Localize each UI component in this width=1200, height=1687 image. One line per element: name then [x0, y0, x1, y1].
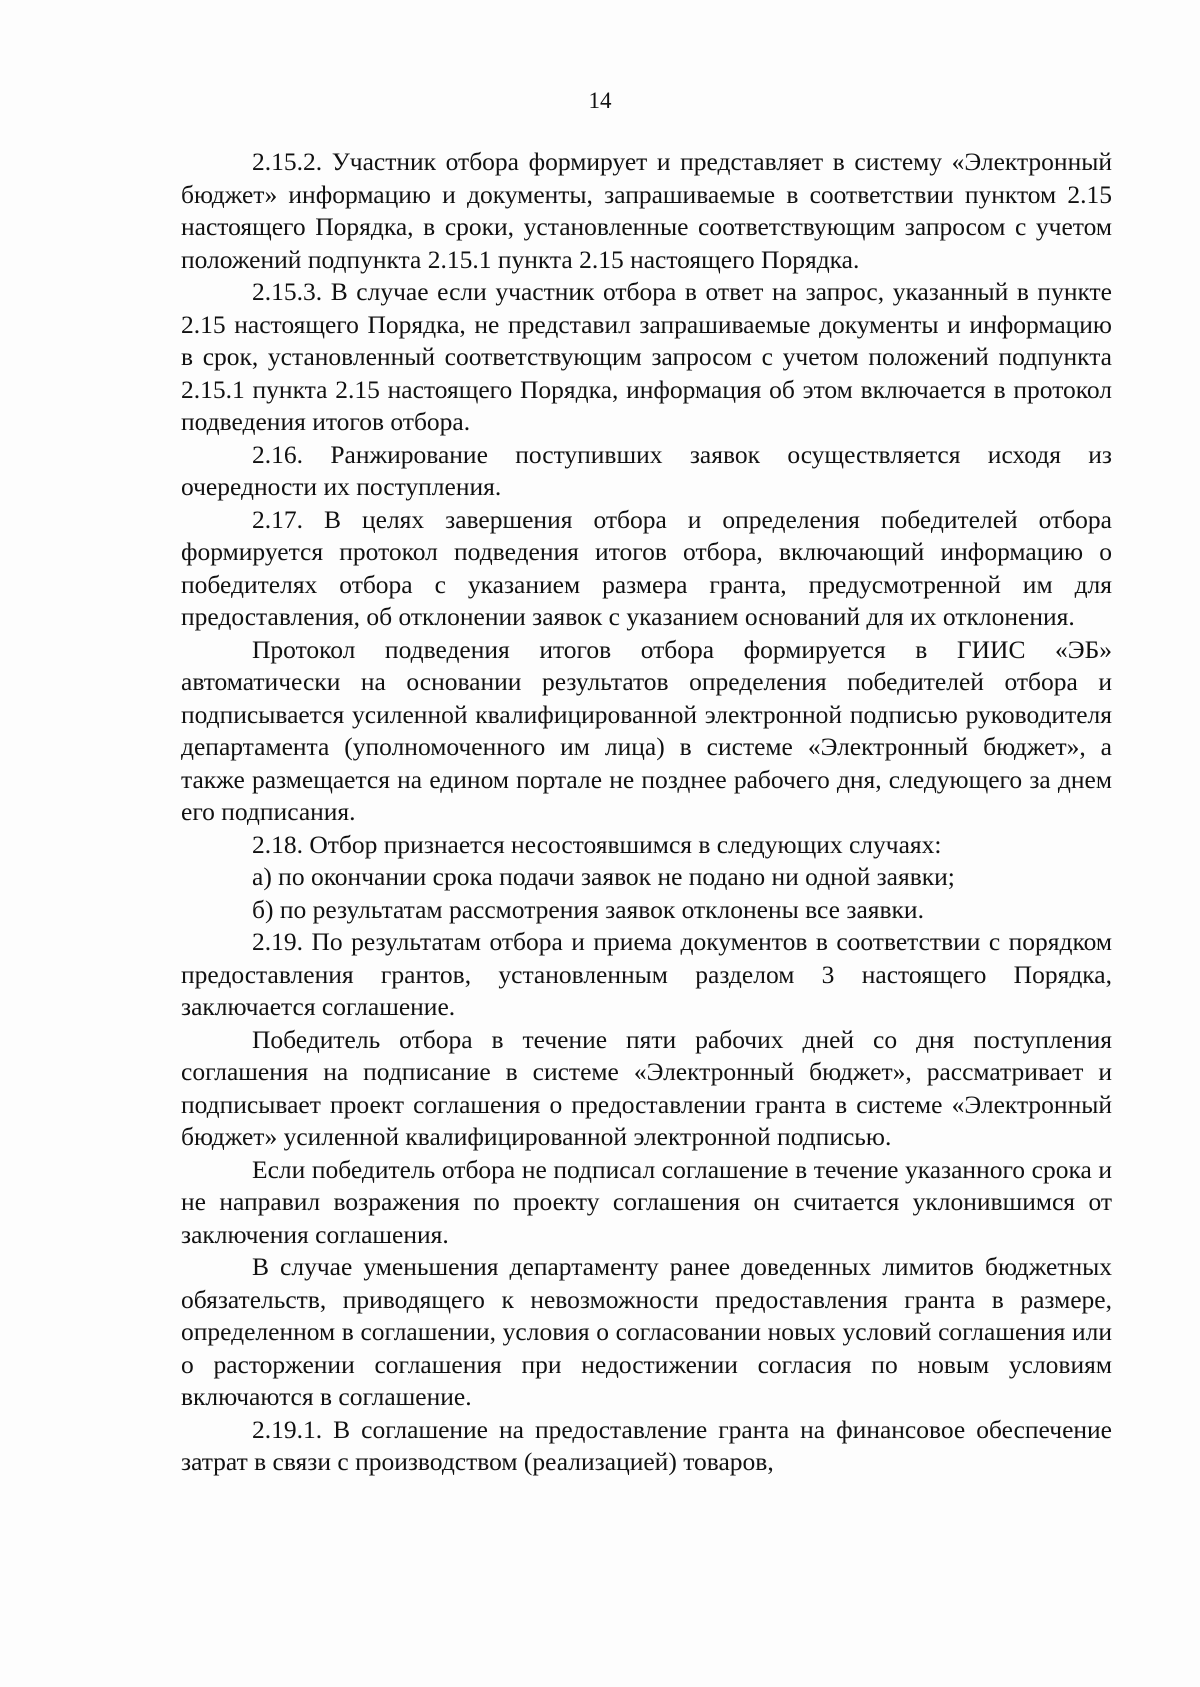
paragraph-2-19: 2.19. По результатам отбора и приема документов в соответствии с порядком предоставления грантов, установленным разделом 3 настоящего Порядка, заключается соглашение.	[181, 927, 1112, 1021]
paragraph-2-18-a: а) по окончании срока подачи заявок не подано ни одной заявки;	[252, 862, 955, 891]
paragraph-winner-evades: Если победитель отбора не подписал соглашение в течение указанного срока и не направил возражения по проекту соглашения он считается уклонившимся от заключения соглашения.	[181, 1154, 1112, 1249]
paragraph-limits-reduction: В случае уменьшения департаменту ранее доведенных лимитов бюджетных обязательств, приводящего к невозможности предоставления гранта в размере, определенном в соглашении, условия о согласовании новых условий соглашения или о расторжении соглашения при недостижении согласия по новым условиям включаются в соглашение.	[181, 1252, 1112, 1411]
paragraph-2-18: 2.18. Отбор признается несостоявшимся в следующих случаях:	[252, 829, 942, 859]
paragraph-2-19-1: 2.19.1. В соглашение на предоставление гранта на финансовое обеспечение затрат в связи с производством (реализацией) товаров,	[181, 1414, 1112, 1476]
paragraph-2-15-3: 2.15.3. В случае если участник отбора в ответ на запрос, указанный в пункте 2.15 настоящего Порядка, не представил запрашиваемые документы и информацию в срок, установленный соответствующим запросом с учетом положений подпункта 2.15.1 пункта 2.15 настоящего Порядка, информация об этом включается в протокол подведения итогов отбора.	[181, 277, 1112, 436]
document-body	[181, 146, 1112, 1479]
paragraph-winner-signs: Победитель отбора в течение пяти рабочих дней со дня поступления соглашения на подписание в системе «Электронный бюджет», рассматривает и подписывает проект соглашения о предоставлении гранта в системе «Электронный бюджет» усиленной квалифицированной электронной подписью.	[181, 1024, 1112, 1151]
paragraph-2-16: 2.16. Ранжирование поступивших заявок осуществляется исходя из очередности их поступления.	[181, 439, 1112, 501]
paragraph-2-18-b: б) по результатам рассмотрения заявок отклонены все заявки.	[252, 894, 924, 924]
paragraph-2-15-2: 2.15.2. Участник отбора формирует и представляет в систему «Электронный бюджет» информацию и документы, запрашиваемые в соответствии пунктом 2.15 настоящего Порядка, в сроки, установленные соответствующим запросом с учетом положений подпункта 2.15.1 пункта 2.15 настоящего Порядка.	[181, 147, 1112, 274]
page-number: 14	[588, 88, 612, 113]
paragraph-2-17: 2.17. В целях завершения отбора и определения победителей отбора формируется протокол подведения итогов отбора, включающий информацию о победителях отбора с указанием размера гранта, предусмотренной им для предоставления, об отклонении заявок с указанием оснований для их отклонения.	[181, 504, 1112, 631]
paragraph-protocol: Протокол подведения итогов отбора формируется в ГИИС «ЭБ» автоматически на основании результатов определения победителей отбора и подписывается усиленной квалифицированной электронной подписью руководителя департамента (уполномоченного им лица) в системе «Электронный бюджет», а также размещается на едином портале не позднее рабочего дня, следующего за днем его подписания.	[181, 634, 1112, 826]
